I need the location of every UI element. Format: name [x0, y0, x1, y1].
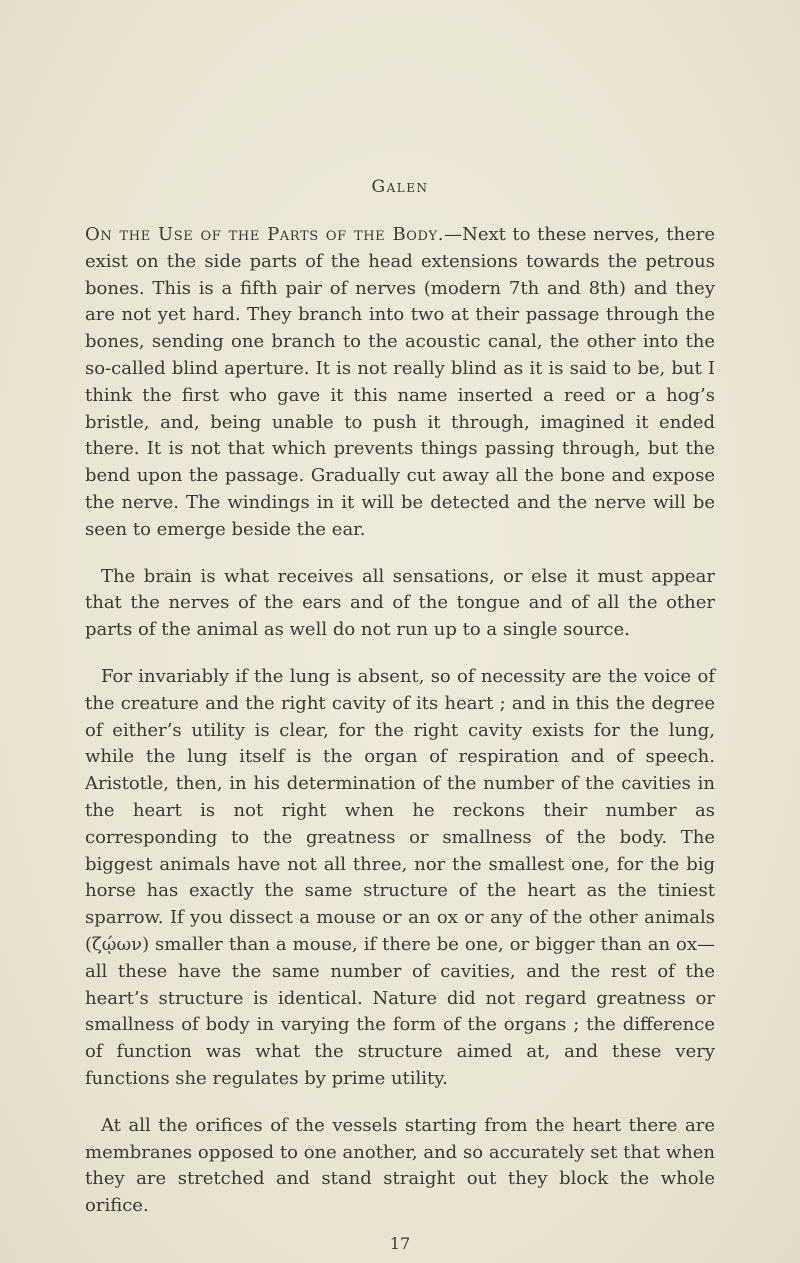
paragraph-1-text: —Next to these nerves, there exist on the side parts of the head extensions towards the petrous bones. This is a fifth pair of nerves (modern 7th and 8th) and they are not yet hard. They branch into two at their passage through the bones, sending one branch to the acoustic canal, the other into the so-called blind aperture. It is not really blind as it is said to be, but I think the first who gave it this name inserted a reed or a hog’s bristle, and, being unable to push it through, imagined it ended there. It is not that which prevents things passing through, but the bend upon the passage. Gradually cut away all the bone and expose the nerve. The windings in it will be detected and the nerve will be seen to emerge beside the ear.: [85, 224, 715, 540]
paragraph-3: For invariably if the lung is absent, so of necessity are the voice of the creature and the right cavity of its heart ; and in this the degree of either’s utility is clear, for the right cavity exists for the lung, while the lung itself is the organ of respiration and of speech. Aristotle, then, in his determination of the number of the cavities in the heart is not right when he reckons their number as corresponding to the greatness or smallness of the body. The biggest animals have not all three, nor the smallest one, for the big horse has exactly the same structure of the heart as the tiniest sparrow. If you dissect a mouse or an ox or any of the other animals (ζῴων) smaller than a mouse, if there be one, or bigger than an ox—all these have the same number of cavities, and the rest of the heart’s structure is identical. Nature did not regard greatness or smallness of body in varying the form of the organs ; the difference of function was what the structure aimed at, and these very functions she regulates by prime utility.: [85, 665, 715, 1089]
body-text: [85, 222, 715, 1240]
paragraph-4: At all the orifices of the vessels starting from the heart there are membranes opposed to one another, and so accurately set that when they are stretched and stand straight out they block the whole orifice.: [85, 1114, 715, 1217]
page-number: 17: [389, 1234, 411, 1253]
paragraph-2: The brain is what receives all sensations, or else it must appear that the nerves of the ears and of the tongue and of all the other parts of the animal as well do not run up to a single source.: [85, 565, 715, 641]
running-head: Galen: [371, 177, 429, 197]
paragraph-1: [85, 222, 715, 544]
section-heading: On the Use of the Parts of the Body.: [85, 224, 445, 245]
